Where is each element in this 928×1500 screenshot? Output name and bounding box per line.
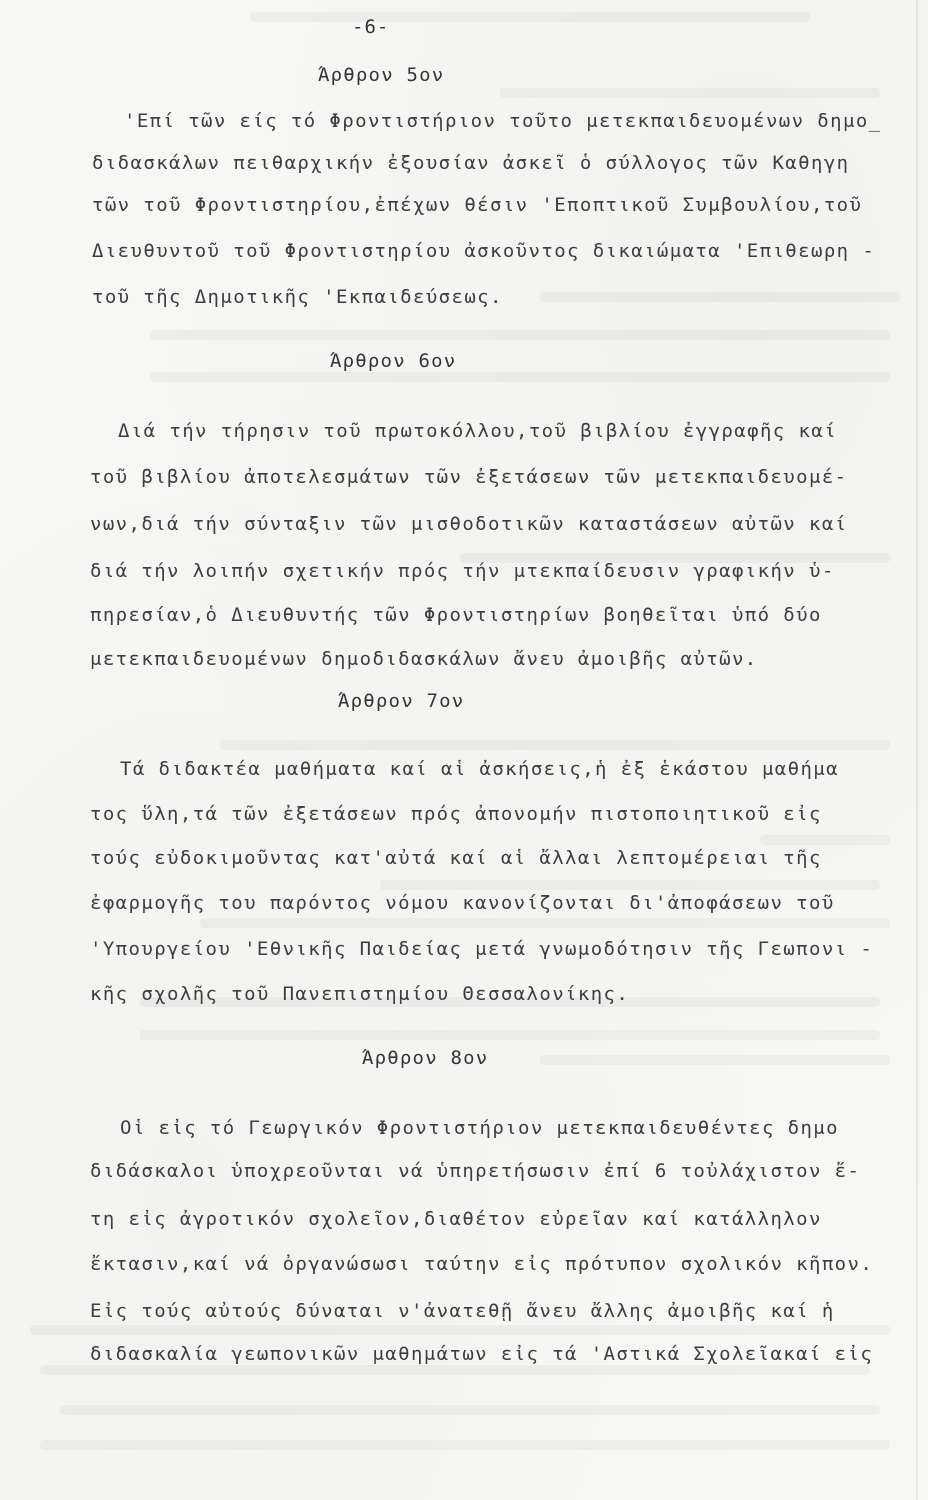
article-5-line-5: τοῦ τῆς Δημοτικῆς 'Εκπαιδεύσεως. — [92, 286, 503, 308]
article-6-line-5: πηρεσίαν,ὁ Διευθυντής τῶν Φροντιστηρίων βοηθεῖται ὑπό δύο — [90, 604, 822, 626]
article-7-line-4: ἐφαρμογῆς του παρόντος νόμου κανονίζονται δι'ἀποφάσεων τοῦ — [90, 892, 835, 914]
article-8-line-2: διδάσκαλοι ὑποχρεοῦνται νά ὑπηρετήσωσιν ἐπί 6 τοὐλάχιστον ἔ- — [90, 1160, 861, 1182]
article-7-line-5: 'Υπουργείου 'Εθνικῆς Παιδείας μετά γνωμοδότησιν τῆς Γεωπονι - — [90, 938, 874, 960]
page-edge — [916, 0, 918, 1500]
article-5-heading: Άρθρον 5ον — [318, 64, 445, 86]
article-5-line-3: τῶν τοῦ Φροντιστηρίου,ἐπέχων θέσιν 'Εποπτικοῦ Συμβουλίου,τοῦ — [92, 194, 863, 216]
article-6-line-6: μετεκπαιδευομένων δημοδιδασκάλων ἄνευ ἀμοιβῆς αὐτῶν. — [90, 648, 758, 670]
article-6-line-1: Διά τήν τήρησιν τοῦ πρωτοκόλλου,τοῦ βιβλίου ἐγγραφῆς καί — [118, 420, 837, 442]
article-7-line-6: κῆς σχολῆς τοῦ Πανεπιστημίου Θεσσαλονίκης. — [90, 983, 630, 1005]
article-6-line-2: τοῦ βιβλίου ἀποτελεσμάτων τῶν ἐξετάσεων τῶν μετεκπαιδευομέ- — [90, 466, 848, 488]
article-8-line-1: Οἱ εἰς τό Γεωργικόν Φροντιστήριον μετεκπαιδευθέντες δημο — [120, 1117, 839, 1139]
article-6-line-3: νων,διά τήν σύνταξιν τῶν μισθοδοτικῶν καταστάσεων αὐτῶν καί — [90, 513, 848, 535]
article-8-heading: Άρθρον 8ον — [362, 1047, 489, 1069]
article-8-line-6: διδασκαλία γεωπονικῶν μαθημάτων εἰς τά 'Αστικά Σχολεῖακαί εἰς — [90, 1343, 874, 1365]
article-5-line-1: 'Επί τῶν είς τό Φροντιστήριον τοῦτο μετεκπαιδευομένων δημο_ — [124, 110, 882, 132]
article-7-heading: Άρθρον 7ον — [338, 690, 465, 712]
article-8-line-3: τη εἰς ἀγροτικόν σχολεῖον,διαθέτον εὐρεῖαν καί κατάλληλον — [90, 1208, 822, 1230]
page-number: -6- — [352, 16, 390, 38]
article-5-line-2: διδασκάλων πειθαρχικήν ἐξουσίαν ἀσκεῖ ὁ σύλλογος τῶν Καθηγη — [92, 152, 850, 174]
article-7-line-2: τος ὕλη,τά τῶν ἐξετάσεων πρός ἀπονομήν πιστοποιητικοῦ εἰς — [90, 803, 822, 825]
article-7-line-1: Τά διδακτέα μαθήματα καί αἱ ἀσκήσεις,ἡ ἐξ ἑκάστου μαθήμα — [120, 758, 839, 780]
article-6-heading: Άρθρον 6ον — [330, 350, 457, 372]
article-8-line-5: Εἰς τούς αὐτούς δύναται ν'ἀνατεθῇ ἄνευ ἄλλης ἀμοιβῆς καί ἡ — [90, 1300, 835, 1322]
article-7-line-3: τούς εὐδοκιμοῦντας κατ'αὐτά καί αἱ ἄλλαι λεπτομέρειαι τῆς — [90, 847, 822, 869]
article-8-line-4: ἔκτασιν,καί νά ὀργανώσωσι ταύτην εἰς πρότυπον σχολικόν κῆπον. — [90, 1253, 874, 1275]
article-5-line-4: Διευθυντοῦ τοῦ Φροντιστηρίου ἀσκοῦντος δικαιώματα 'Επιθεωρη - — [92, 240, 876, 262]
article-6-line-4: διά τήν λοιπήν σχετικήν πρός τήν μτεκπαίδευσιν γραφικήν ὑ- — [90, 560, 835, 582]
